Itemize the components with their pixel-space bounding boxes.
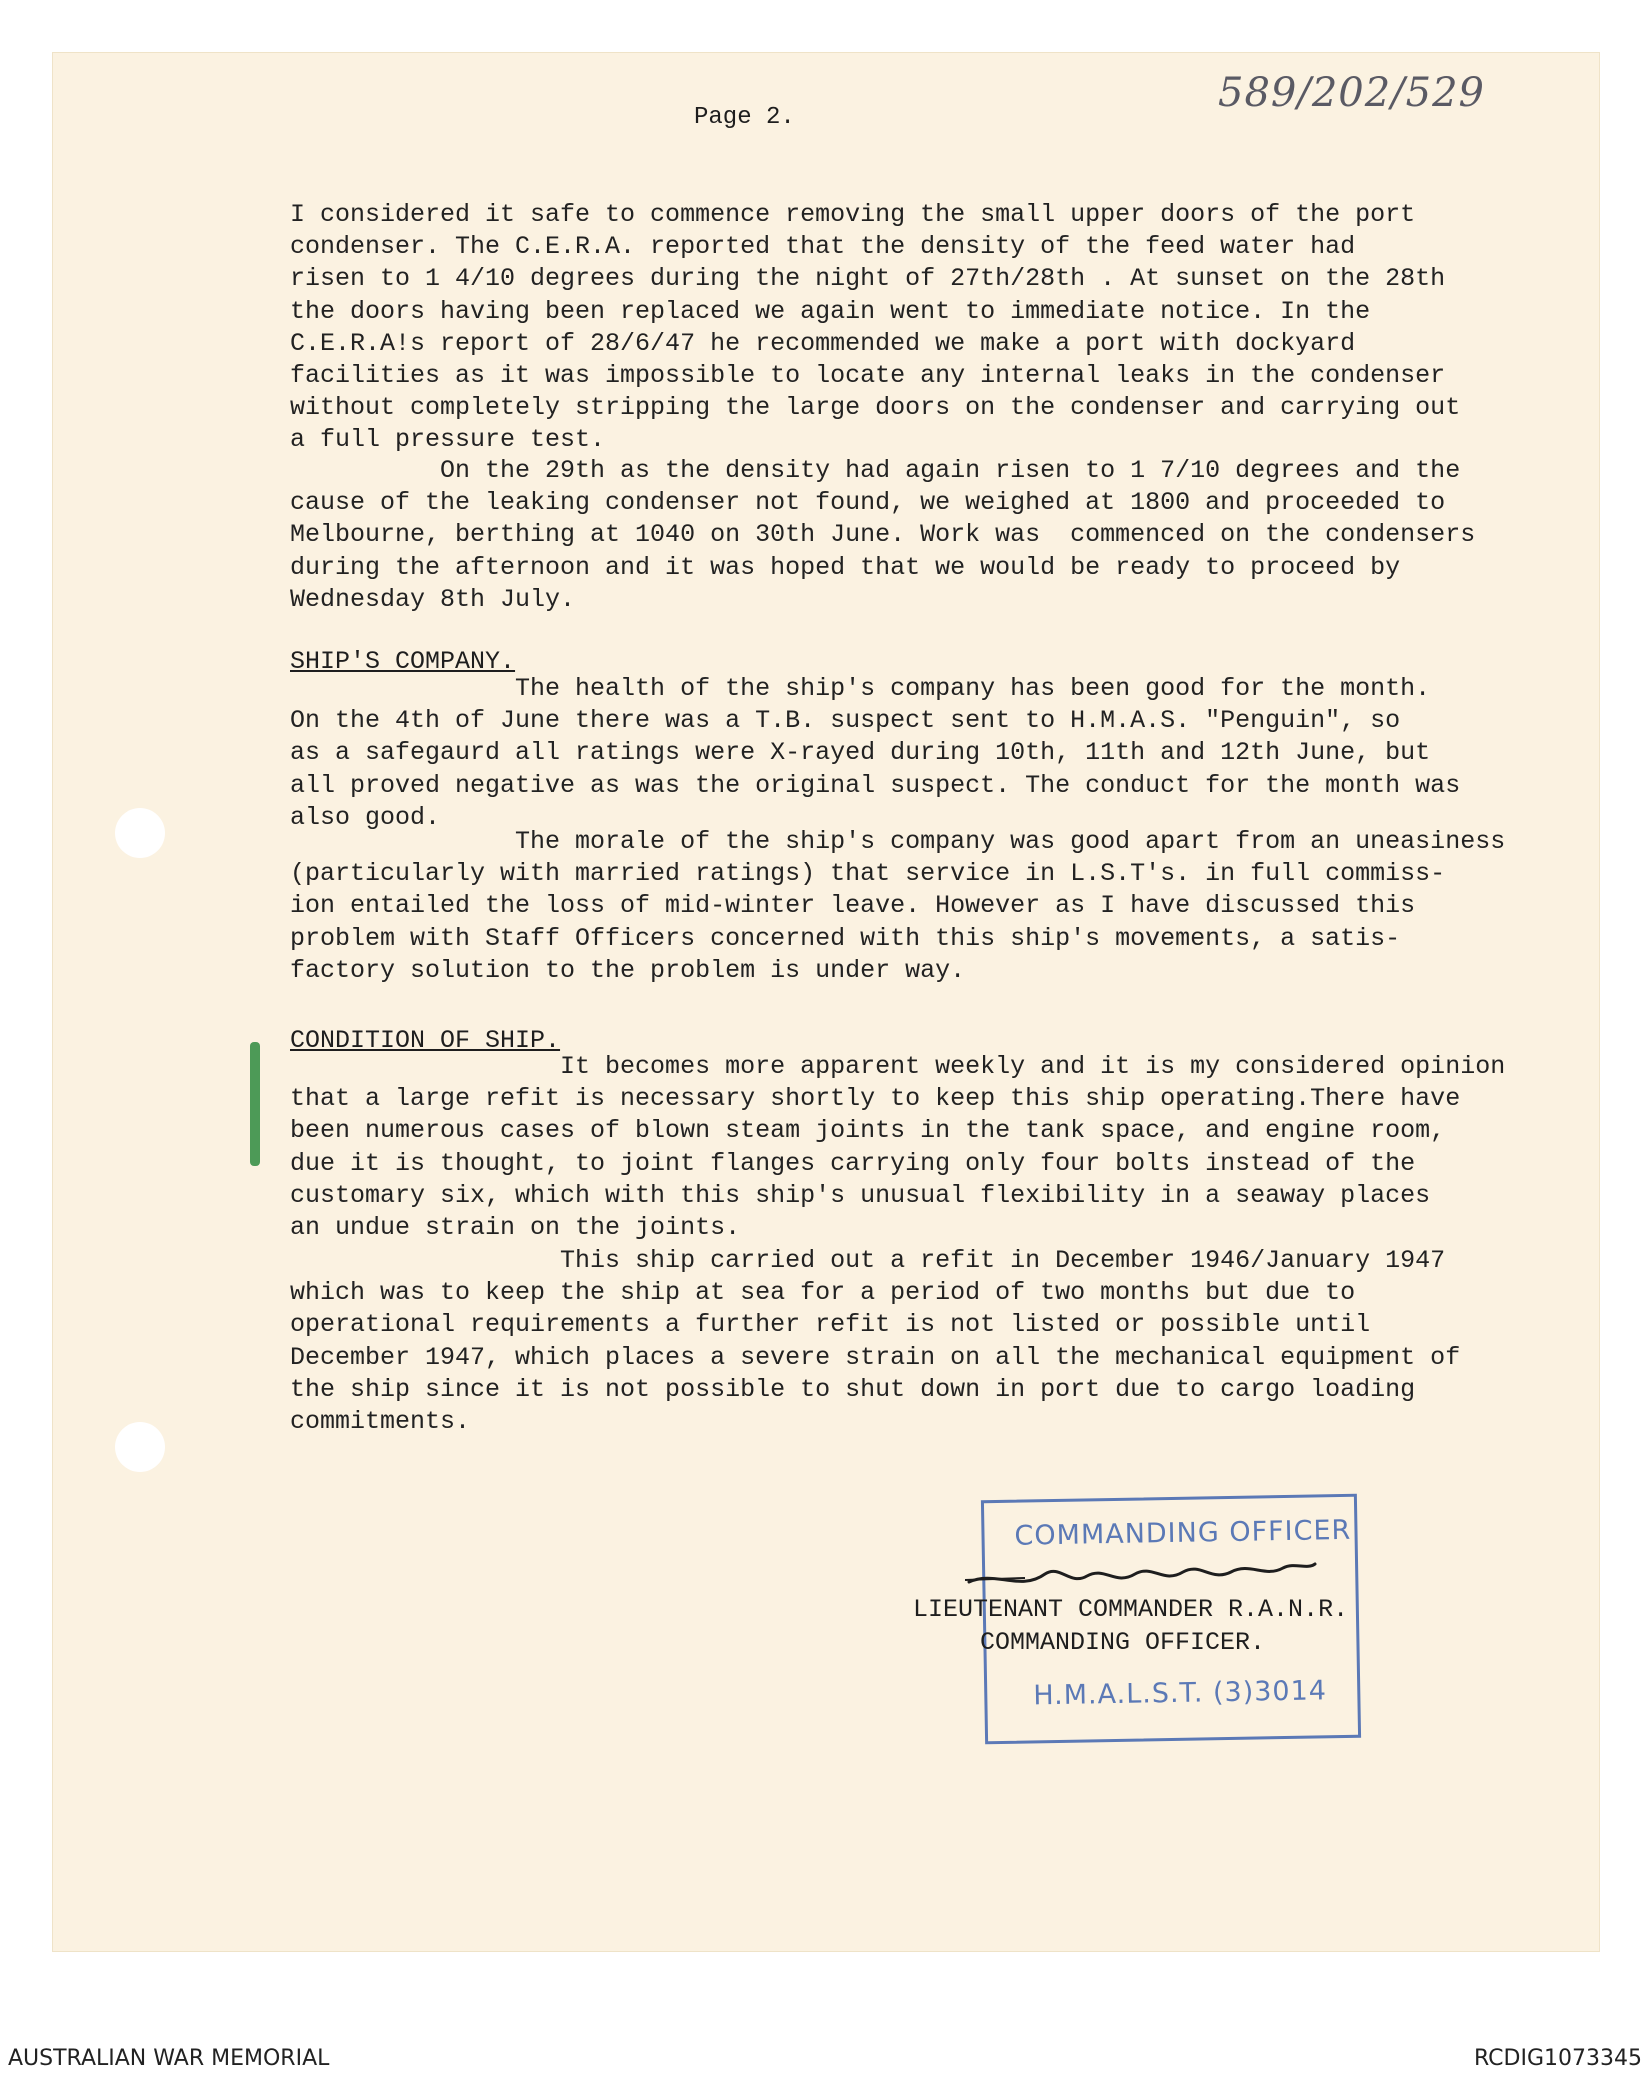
paragraph-refit-necessary: It becomes more apparent weekly and it is my considered opinion that a large refit is necessary shortly to keep this ship operating.There have been numerous cases of blown steam joints in the tank space, and engine room, due it is thought, to joint flanges carrying only four bolts instead of the customary six, which with this ship's unusual flexibility in a seaway places an undue strain on the joints. <box>290 1052 1506 1243</box>
page-number: Page 2. <box>694 104 795 131</box>
signatory-rank: LIEUTENANT COMMANDER R.A.N.R. <box>913 1595 1349 1624</box>
paragraph-refit-history: This ship carried out a refit in December 1946/January 1947 which was to keep the ship at sea for a period of two months but due to operational requirements a further refit is not listed or possible until December 1947, which places a severe strain on all the mechanical equipment of the ship since it is not possible to shut down in port due to cargo loading commitments. <box>290 1246 1461 1437</box>
stamp-ship: H.M.A.L.S.T. (3)3014 <box>1033 1675 1328 1712</box>
heading-condition-of-ship: CONDITION OF SHIP. <box>290 1026 561 1055</box>
paragraph-melbourne: On the 29th as the density had again risen to 1 7/10 degrees and the cause of the leaking condenser not found, we weighed at 1800 and proceeded to Melbourne, berthing at 1040 on 30th June. Work was commenced on the condensers during the afternoon and it was hoped that we would be ready to proceed by Wednesday 8th July. <box>290 456 1476 614</box>
paragraph-health: The health of the ship's company has been good for the month. On the 4th of June there was a T.B. suspect sent to H.M.A.S. "Penguin", so as a safegaurd all ratings were X-rayed during 10th, 11th and 12th June, but all proved negative as was the original suspect. The conduct for the month was also good. <box>290 674 1461 832</box>
footer-record-id: RCDIG1073345 <box>1473 2046 1642 2071</box>
paragraph-morale: The morale of the ship's company was good apart from an uneasiness (particularly with married ratings) that service in L.S.T's. in full commiss- ion entailed the loss of mid-winter leave. However as I have discussed this problem with Staff Officers concerned with this ship's movements, a satis- factory solution to the problem is under way. <box>290 827 1506 985</box>
green-margin-mark <box>250 1042 260 1166</box>
signatory-role: COMMANDING OFFICER. <box>980 1628 1266 1657</box>
paragraph-condenser-doors: I considered it safe to commence removing the small upper doors of the port condenser. The C.E.R.A. reported that the density of the feed water had risen to 1 4/10 degrees during the night of 27th/28th . At sunset on the 28th the doors having been replaced we again went to immediate notice. In the C.E.R.A!s report of 28/6/47 he recommended we make a port with dockyard facilities as it was impossible to locate any internal leaks in the condenser without completely stripping the large doors on the condenser and carrying out a full pressure test. <box>290 200 1461 455</box>
handwritten-reference-number: 589/202/529 <box>1218 70 1485 116</box>
punch-hole-top <box>115 808 165 858</box>
heading-ships-company: SHIP'S COMPANY. <box>290 647 516 676</box>
stamp-title: COMMANDING OFFICER <box>1014 1514 1352 1552</box>
footer-archive-name: AUSTRALIAN WAR MEMORIAL <box>8 2046 330 2071</box>
punch-hole-bottom <box>115 1422 165 1472</box>
handwritten-signature <box>965 1552 1325 1598</box>
